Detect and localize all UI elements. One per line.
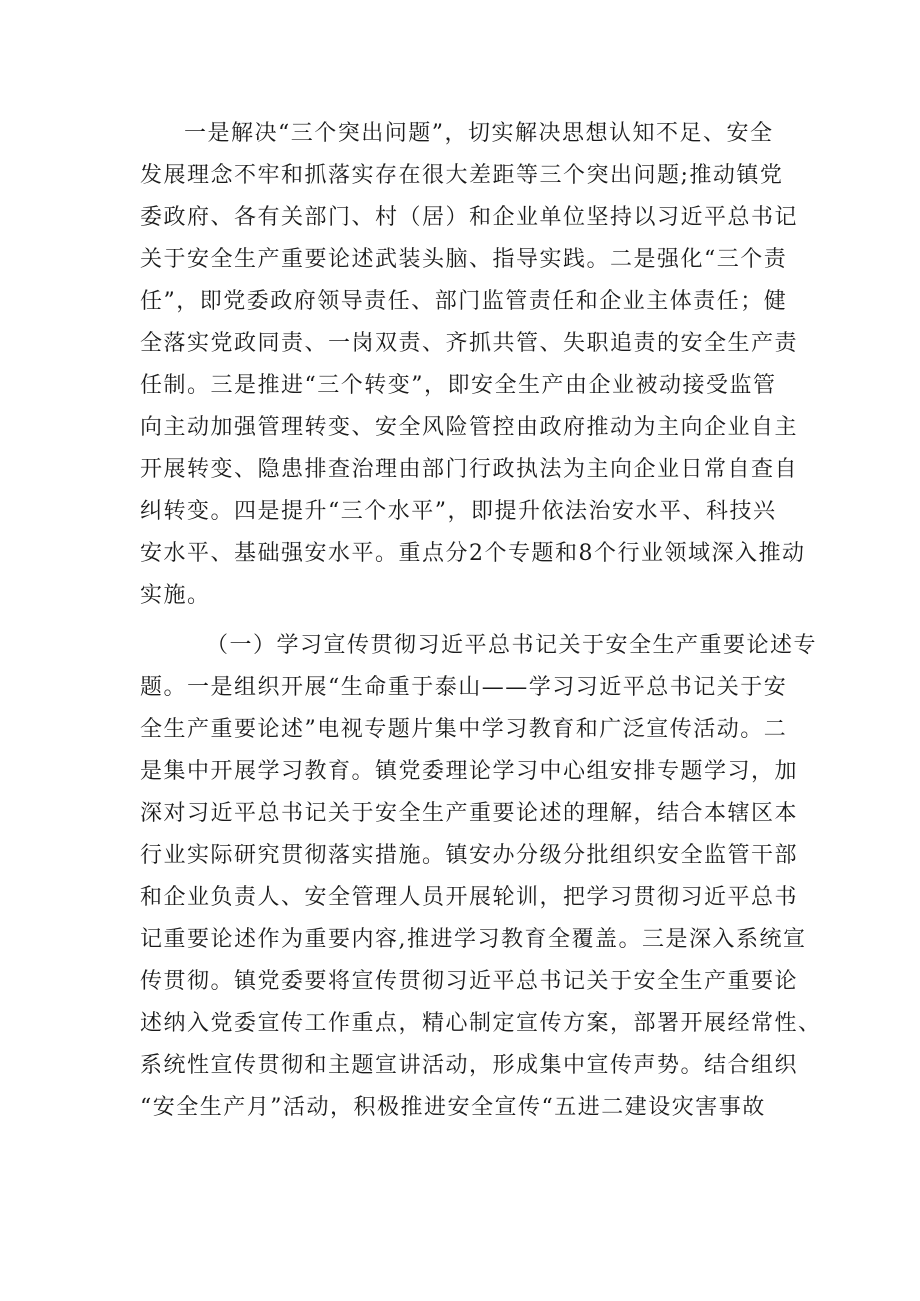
paragraph-1-line-7: 任制。三是推进“三个转变”，即安全生产由企业被动接受监管 xyxy=(140,373,777,398)
paragraph-1-line-12: 实施。 xyxy=(140,583,211,608)
paragraph-1-line-10: 纠转变。四是提升“三个水平”，即提升依法治安水平、科技兴 xyxy=(140,499,777,524)
paragraph-1-line-11: 安水平、基础强安水平。重点分2个专题和8个行业领域深入推动 xyxy=(140,541,806,566)
paragraph-1-line-9: 开展转变、隐患排查治理由部门行政执法为主向企业日常自查自 xyxy=(140,457,799,482)
paragraph-2-line-5: 深对习近平总书记关于安全生产重要论述的理解，结合本辖区本 xyxy=(140,801,799,826)
paragraph-2-line-12: “安全生产月”活动，积极推进安全宣传“五进二建设灾害事故 xyxy=(140,1095,766,1120)
paragraph-1-line-1: 一是解决“三个突出问题”，切实解决思想认知不足、安全 xyxy=(184,121,774,146)
paragraph-1-line-6: 全落实党政同责、一岗双责、齐抓共管、失职追责的安全生产责 xyxy=(140,331,799,356)
paragraph-2-line-6: 行业实际研究贯彻落实措施。镇安办分级分批组织安全监管干部 xyxy=(140,843,799,868)
paragraph-1-line-2: 发展理念不牢和抓落实存在很大差距等三个突出问题;推动镇党 xyxy=(140,163,784,188)
paragraph-2-line-3: 全生产重要论述”电视专题片集中学习教育和广泛宣传活动。二 xyxy=(140,717,788,742)
paragraph-2-line-8: 记重要论述作为重要内容,推进学习教育全覆盖。三是深入系统宣 xyxy=(140,927,807,952)
paragraph-2-line-7: 和企业负责人、安全管理人员开展轮训，把学习贯彻习近平总书 xyxy=(140,885,799,910)
paragraph-2-line-11: 系统性宣传贯彻和主题宣讲活动，形成集中宣传声势。结合组织 xyxy=(140,1053,799,1078)
paragraph-2-line-10: 述纳入党委宣传工作重点，精心制定宣传方案，部署开展经常性、 xyxy=(140,1011,822,1036)
paragraph-1-line-8: 向主动加强管理转变、安全风险管控由政府推动为主向企业自主 xyxy=(140,415,799,440)
paragraph-2-line-1: （一）学习宣传贯彻习近平总书记关于安全生产重要论述专 xyxy=(206,633,818,658)
paragraph-2-line-2: 题。一是组织开展“生命重于泰山——学习习近平总书记关于安 xyxy=(140,675,788,700)
paragraph-1-line-3: 委政府、各有关部门、村（居）和企业单位坚持以习近平总书记 xyxy=(140,205,799,230)
paragraph-2-line-9: 传贯彻。镇党委要将宣传贯彻习近平总书记关于安全生产重要论 xyxy=(140,969,799,994)
paragraph-1-line-5: 任”，即党委政府领导责任、部门监管责任和企业主体责任；健 xyxy=(140,289,788,314)
paragraph-1-line-4: 关于安全生产重要论述武装头脑、指导实践。二是强化“三个责 xyxy=(140,247,788,272)
paragraph-2-line-4: 是集中开展学习教育。镇党委理论学习中心组安排专题学习，加 xyxy=(140,759,799,784)
